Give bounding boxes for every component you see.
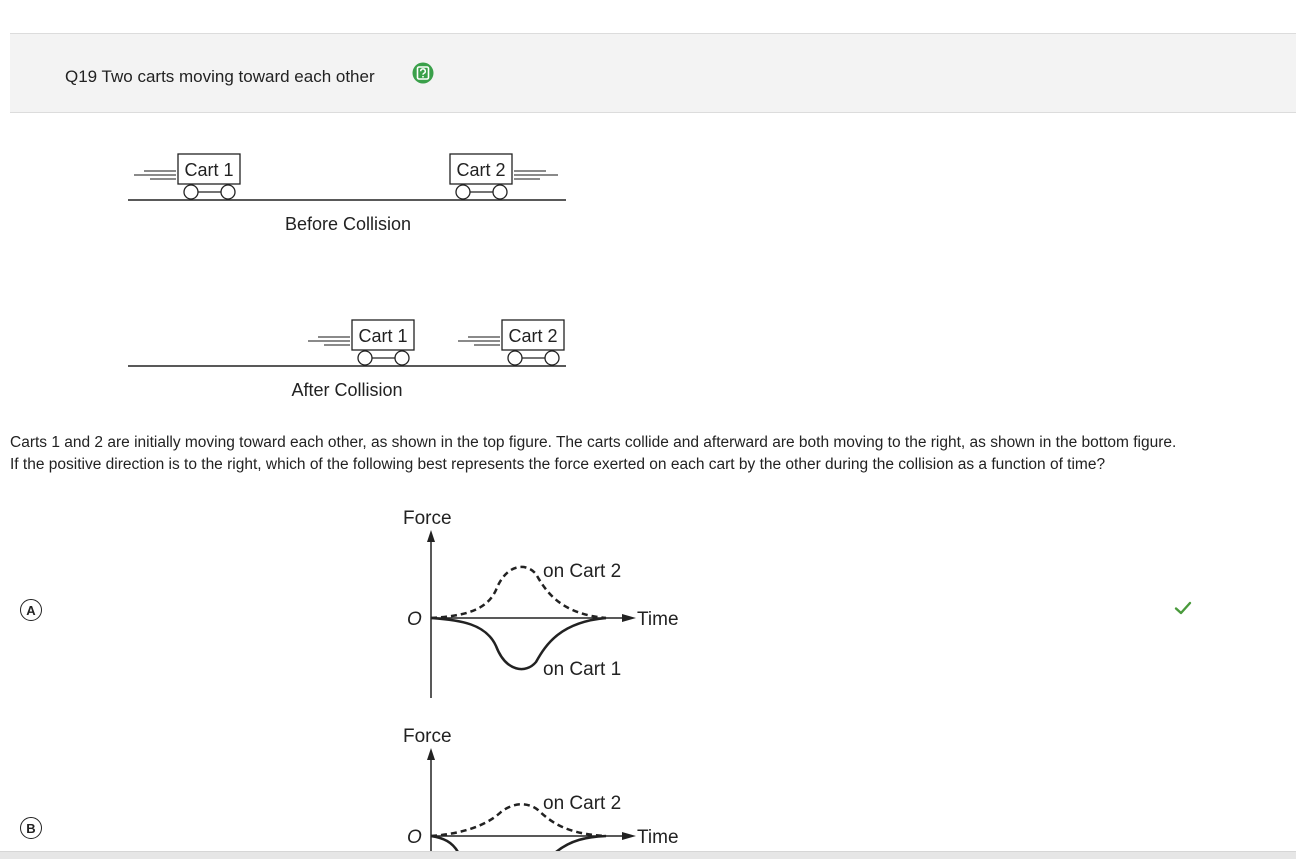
force-axis-label: Force — [403, 726, 452, 747]
force-curve-cart1 — [556, 836, 606, 852]
motion-lines-icon — [458, 337, 500, 345]
lower-curve-label: on Cart 1 — [543, 659, 622, 680]
cart1-before — [178, 154, 240, 199]
cart2-after — [502, 320, 564, 365]
prompt-line: If the positive direction is to the right, which of the following best represents the force exerted on each cart by the other during the collision as a function of time? — [10, 456, 1106, 473]
time-axis-label: Time — [637, 609, 679, 630]
before-collision-caption: Before Collision — [284, 214, 412, 234]
motion-lines-icon — [308, 337, 350, 345]
cart2-label: Cart 2 — [508, 326, 558, 346]
cart1-label: Cart 1 — [358, 326, 408, 346]
after-collision-caption: After Collision — [291, 380, 403, 400]
force-axis-label: Force — [403, 508, 452, 529]
cart1-label: Cart 1 — [184, 160, 234, 180]
upper-curve-label: on Cart 2 — [543, 561, 622, 582]
question-title: Q19 Two carts moving toward each other — [65, 67, 375, 86]
choice-a-graph[interactable] — [396, 504, 696, 700]
question-prompt — [10, 432, 1250, 476]
motion-lines-icon — [134, 171, 176, 179]
motion-lines-icon — [514, 171, 558, 179]
upper-curve-label: on Cart 2 — [543, 793, 622, 814]
choice-a-radio[interactable]: A — [20, 599, 42, 621]
prompt-line: Carts 1 and 2 are initially moving toward each other, as shown in the top figure. The carts collide and afterward are both moving to the right, as shown in the bottom figure. — [10, 434, 1177, 451]
after-collision-diagram — [128, 320, 566, 400]
origin-label: O — [407, 609, 422, 630]
cart2-before — [450, 154, 512, 199]
question-header — [10, 33, 1296, 113]
before-collision-diagram — [128, 154, 566, 234]
cart2-label: Cart 2 — [456, 160, 506, 180]
origin-label: O — [407, 827, 422, 848]
choice-b-graph[interactable] — [396, 722, 696, 852]
force-curve-cart1 — [431, 836, 458, 852]
carts-figure — [120, 140, 580, 410]
check-icon — [1174, 600, 1192, 616]
cart1-after — [352, 320, 414, 365]
help-question-icon[interactable] — [412, 62, 434, 84]
time-axis-label: Time — [637, 827, 679, 848]
choice-b-radio[interactable]: B — [20, 817, 42, 839]
